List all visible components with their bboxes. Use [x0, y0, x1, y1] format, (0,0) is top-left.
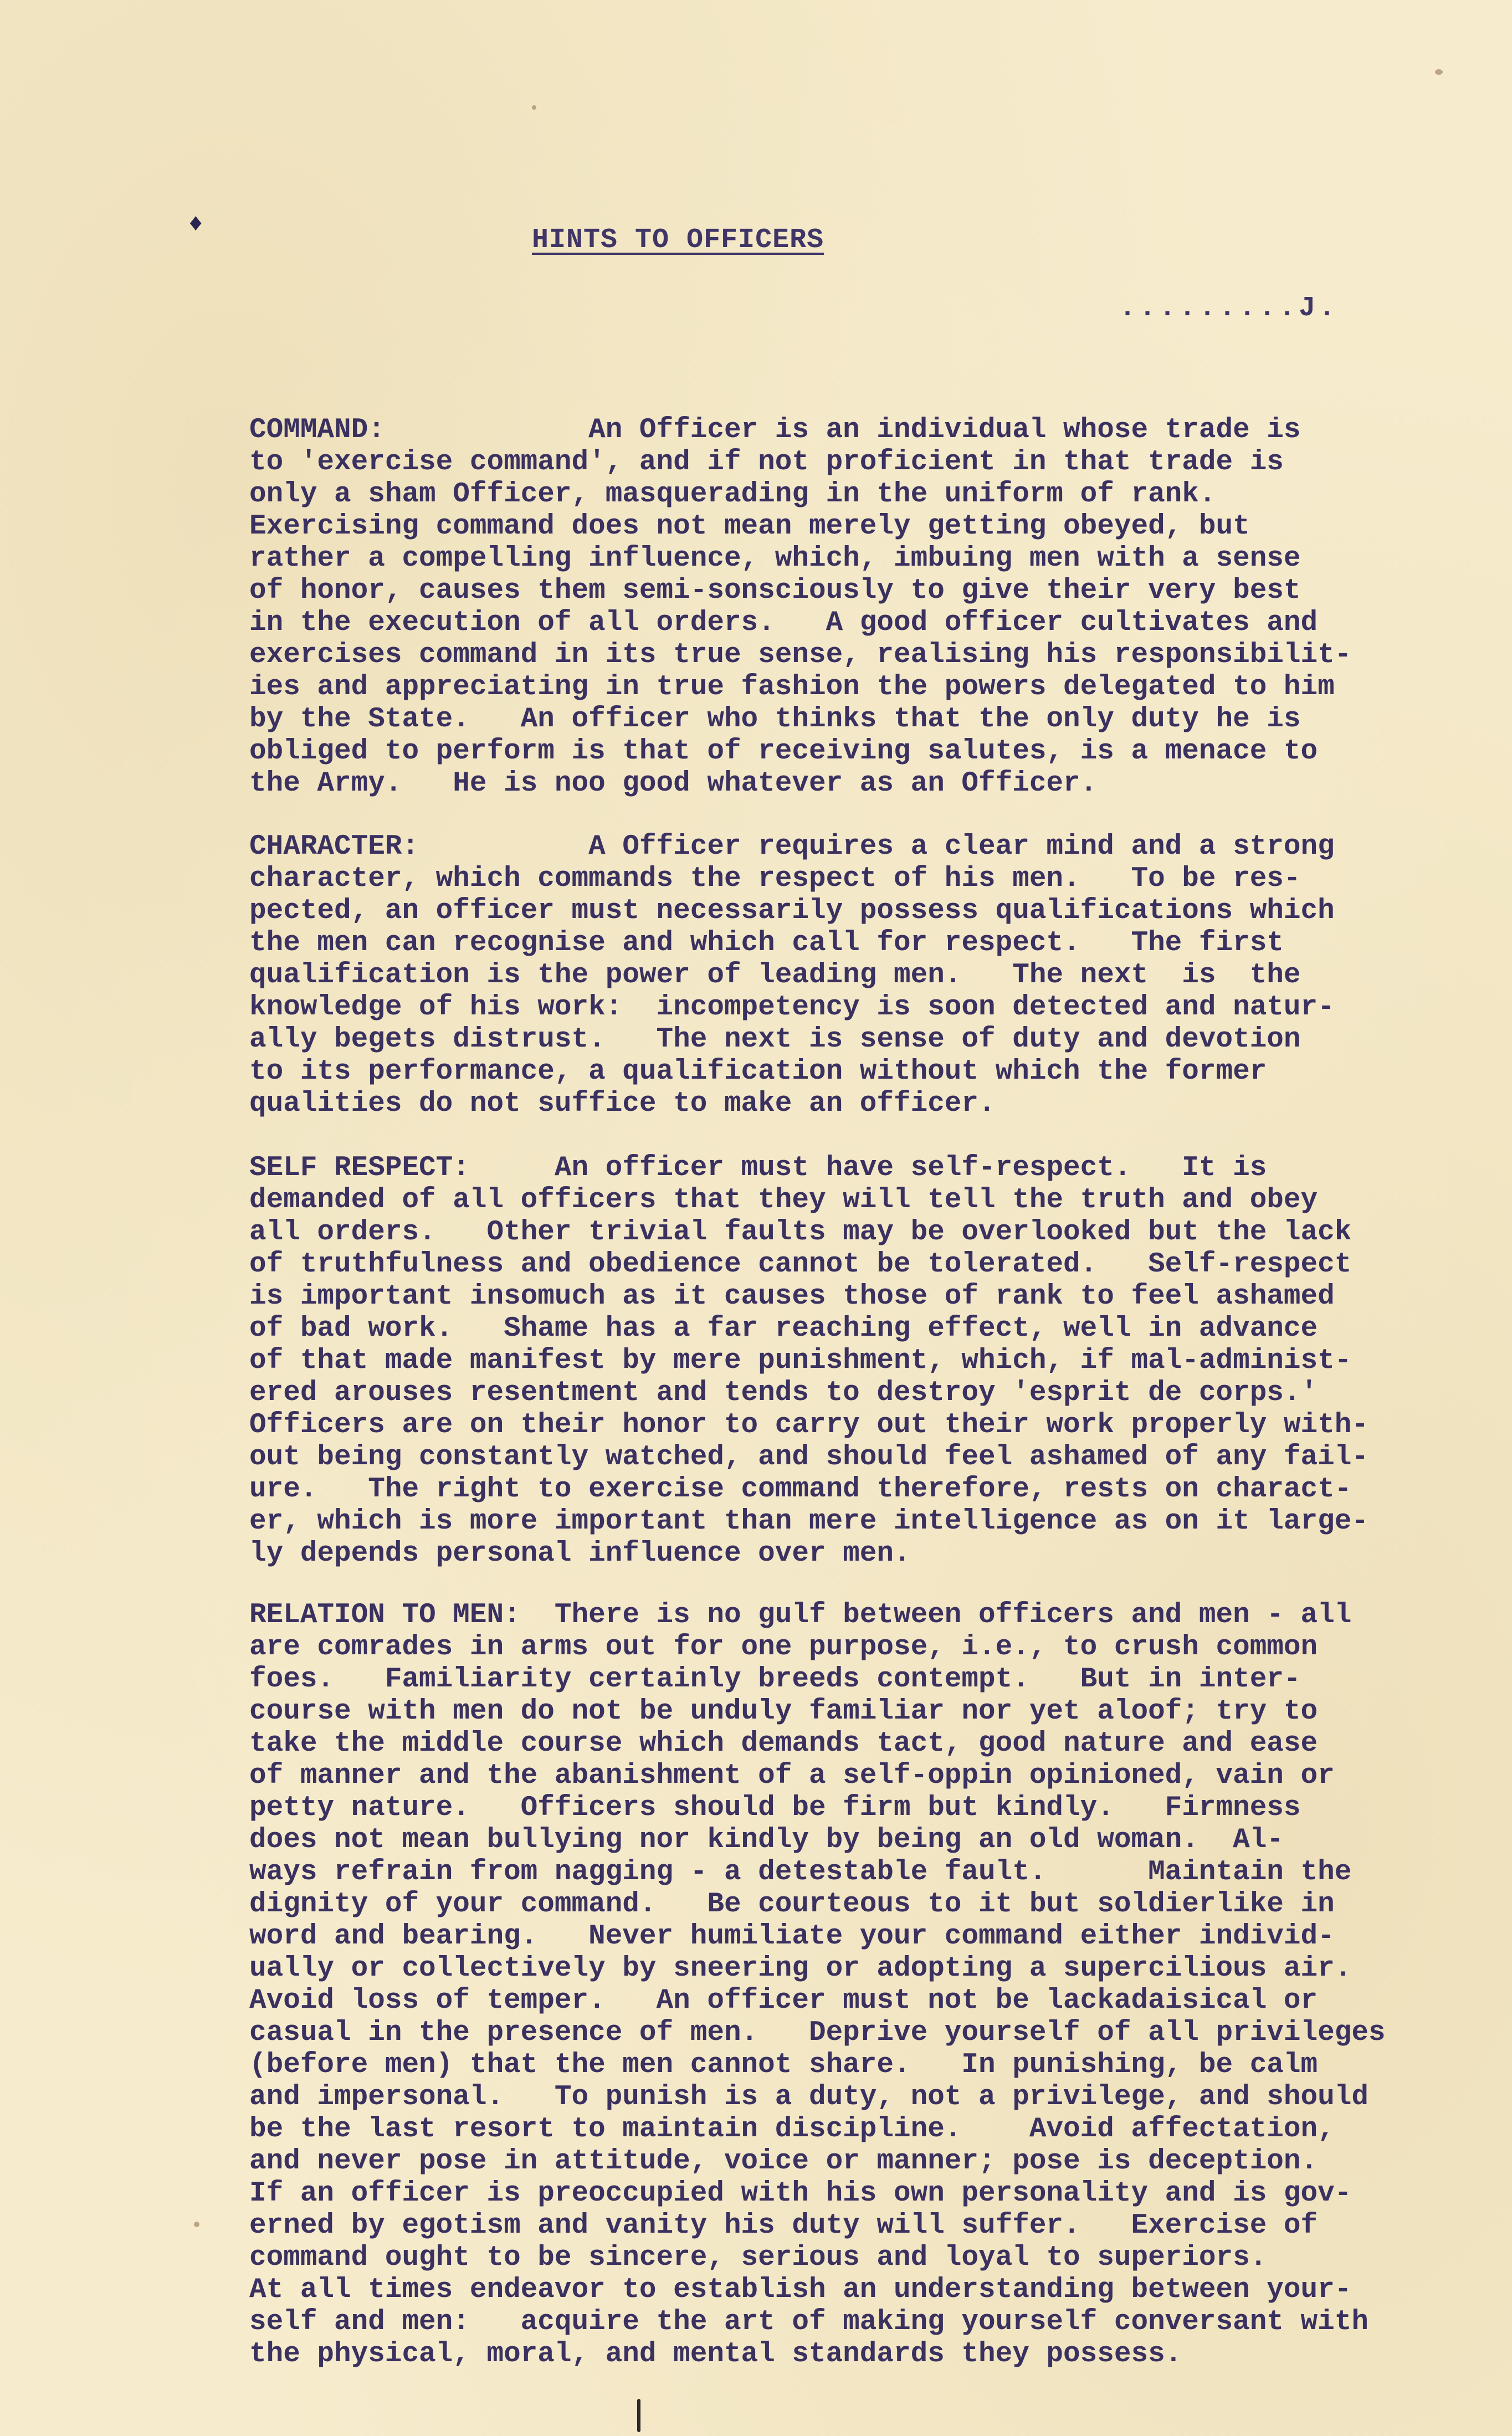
section-body: An Officer is an individual whose trade is to 'exercise command', and if not proficient in that trade is only a sham Officer, masquerading in the uniform of rank. Exercising command does not mean merely getting obeyed, but rather a compelling influence, which, imbuing men with a sense of honor, causes them semi-sonsciously to give their very best in the execution of all orders. A good officer cultivates and exercises command in its true sense, realising his responsibilit- ies and appreciating in true fashion the powers delegated to him by the State. An officer who thinks that the only duty he is obliged to perform is that of receiving salutes, is a menace to the Army. He is noo good whatever as an Officer. [249, 414, 1352, 799]
section-self-respect [249, 1152, 1490, 1570]
section-body: A Officer requires a clear mind and a strong character, which commands the respect of his men. To be res- pected, an officer must necessarily possess qualifications which the men can recognise and which call for respect. The first qualification is the power of leading men. The next is the knowledge of his work: incompetency is soon detected and natur- ally begets distrust. The next is sense of duty and devotion to its performance, a qualification without which the former qualities do not suffice to make an officer. [249, 831, 1335, 1120]
paper-speck [1435, 69, 1443, 75]
document-title: HINTS TO OFFICERS [532, 224, 824, 256]
section-command [249, 414, 1490, 800]
section-heading: CHARACTER: [249, 831, 419, 863]
section-heading: SELF RESPECT: [249, 1152, 470, 1184]
section-body: An officer must have self-respect. It is demanded of all officers that they will tell the truth and obey all orders. Other trivial faults may be overlooked but the lack of truthfulness and obedience cannot be tolerated. Self-respect is important insomuch as it causes those of rank to feel ashamed of bad work. Shame has a far reaching effect, well in advance of that made manifest by mere punishment, which, if mal-administ- ered arouses resentment and tends to destroy 'esprit de corps.' Officers are on their honor to carry out their work properly with- out being constantly watched, and should feel ashamed of any fail- ure. The right to exercise command therefore, rests on charact- er, which is more important than mere intelligence as on it large- ly depends personal influence over men. [249, 1152, 1369, 1570]
ink-mark [637, 2399, 640, 2432]
section-heading: COMMAND: [249, 414, 385, 446]
signature-initial: .........J. [1119, 293, 1339, 324]
paper-speck [532, 105, 536, 110]
ink-mark: ♦ [188, 211, 203, 238]
section-character [249, 831, 1490, 1120]
section-heading: RELATION TO MEN: [249, 1599, 521, 1631]
section-relation-to-men [249, 1599, 1490, 2371]
paper-speck [194, 2222, 199, 2227]
section-body: There is no gulf between officers and men - all are comrades in arms out for one purpose, i.e., to crush common foes. Familiarity certainly breeds contempt. But in inter- course with men do not be unduly familiar nor yet aloof; try to take the middle course which demands tact, good nature and ease of manner and the abanishment of a self-oppin opinioned, vain or petty nature. Officers should be firm but kindly. Firmness does not mean bullying nor kindly by being an old woman. Al- ways refrain from nagging - a detestable fault. Maintain the dignity of your command. Be courteous to it but soldierlike in word and bearing. Never humiliate your command either individ- ually or collectively by sneering or adopting a supercilious air. Avoid loss of temper. An officer must not be lackadaisical or casual in the presence of men. Deprive yourself of all privileges (before men) that the men cannot share. In punishing, be calm and impersonal. To punish is a duty, not a privilege, and should be the last resort to maintain discipline. Avoid affectation, and never pose in attitude, voice or manner; pose is deception. If an officer is preoccupied with his own personality and is gov- erned by egotism and vanity his duty will suffer. Exercise of command ought to be sincere, serious and loyal to superiors. At all times endeavor to establish an understanding between your- self and men: acquire the art of making yourself conversant with the physical, moral, and mental standards they possess. [249, 1599, 1386, 2370]
